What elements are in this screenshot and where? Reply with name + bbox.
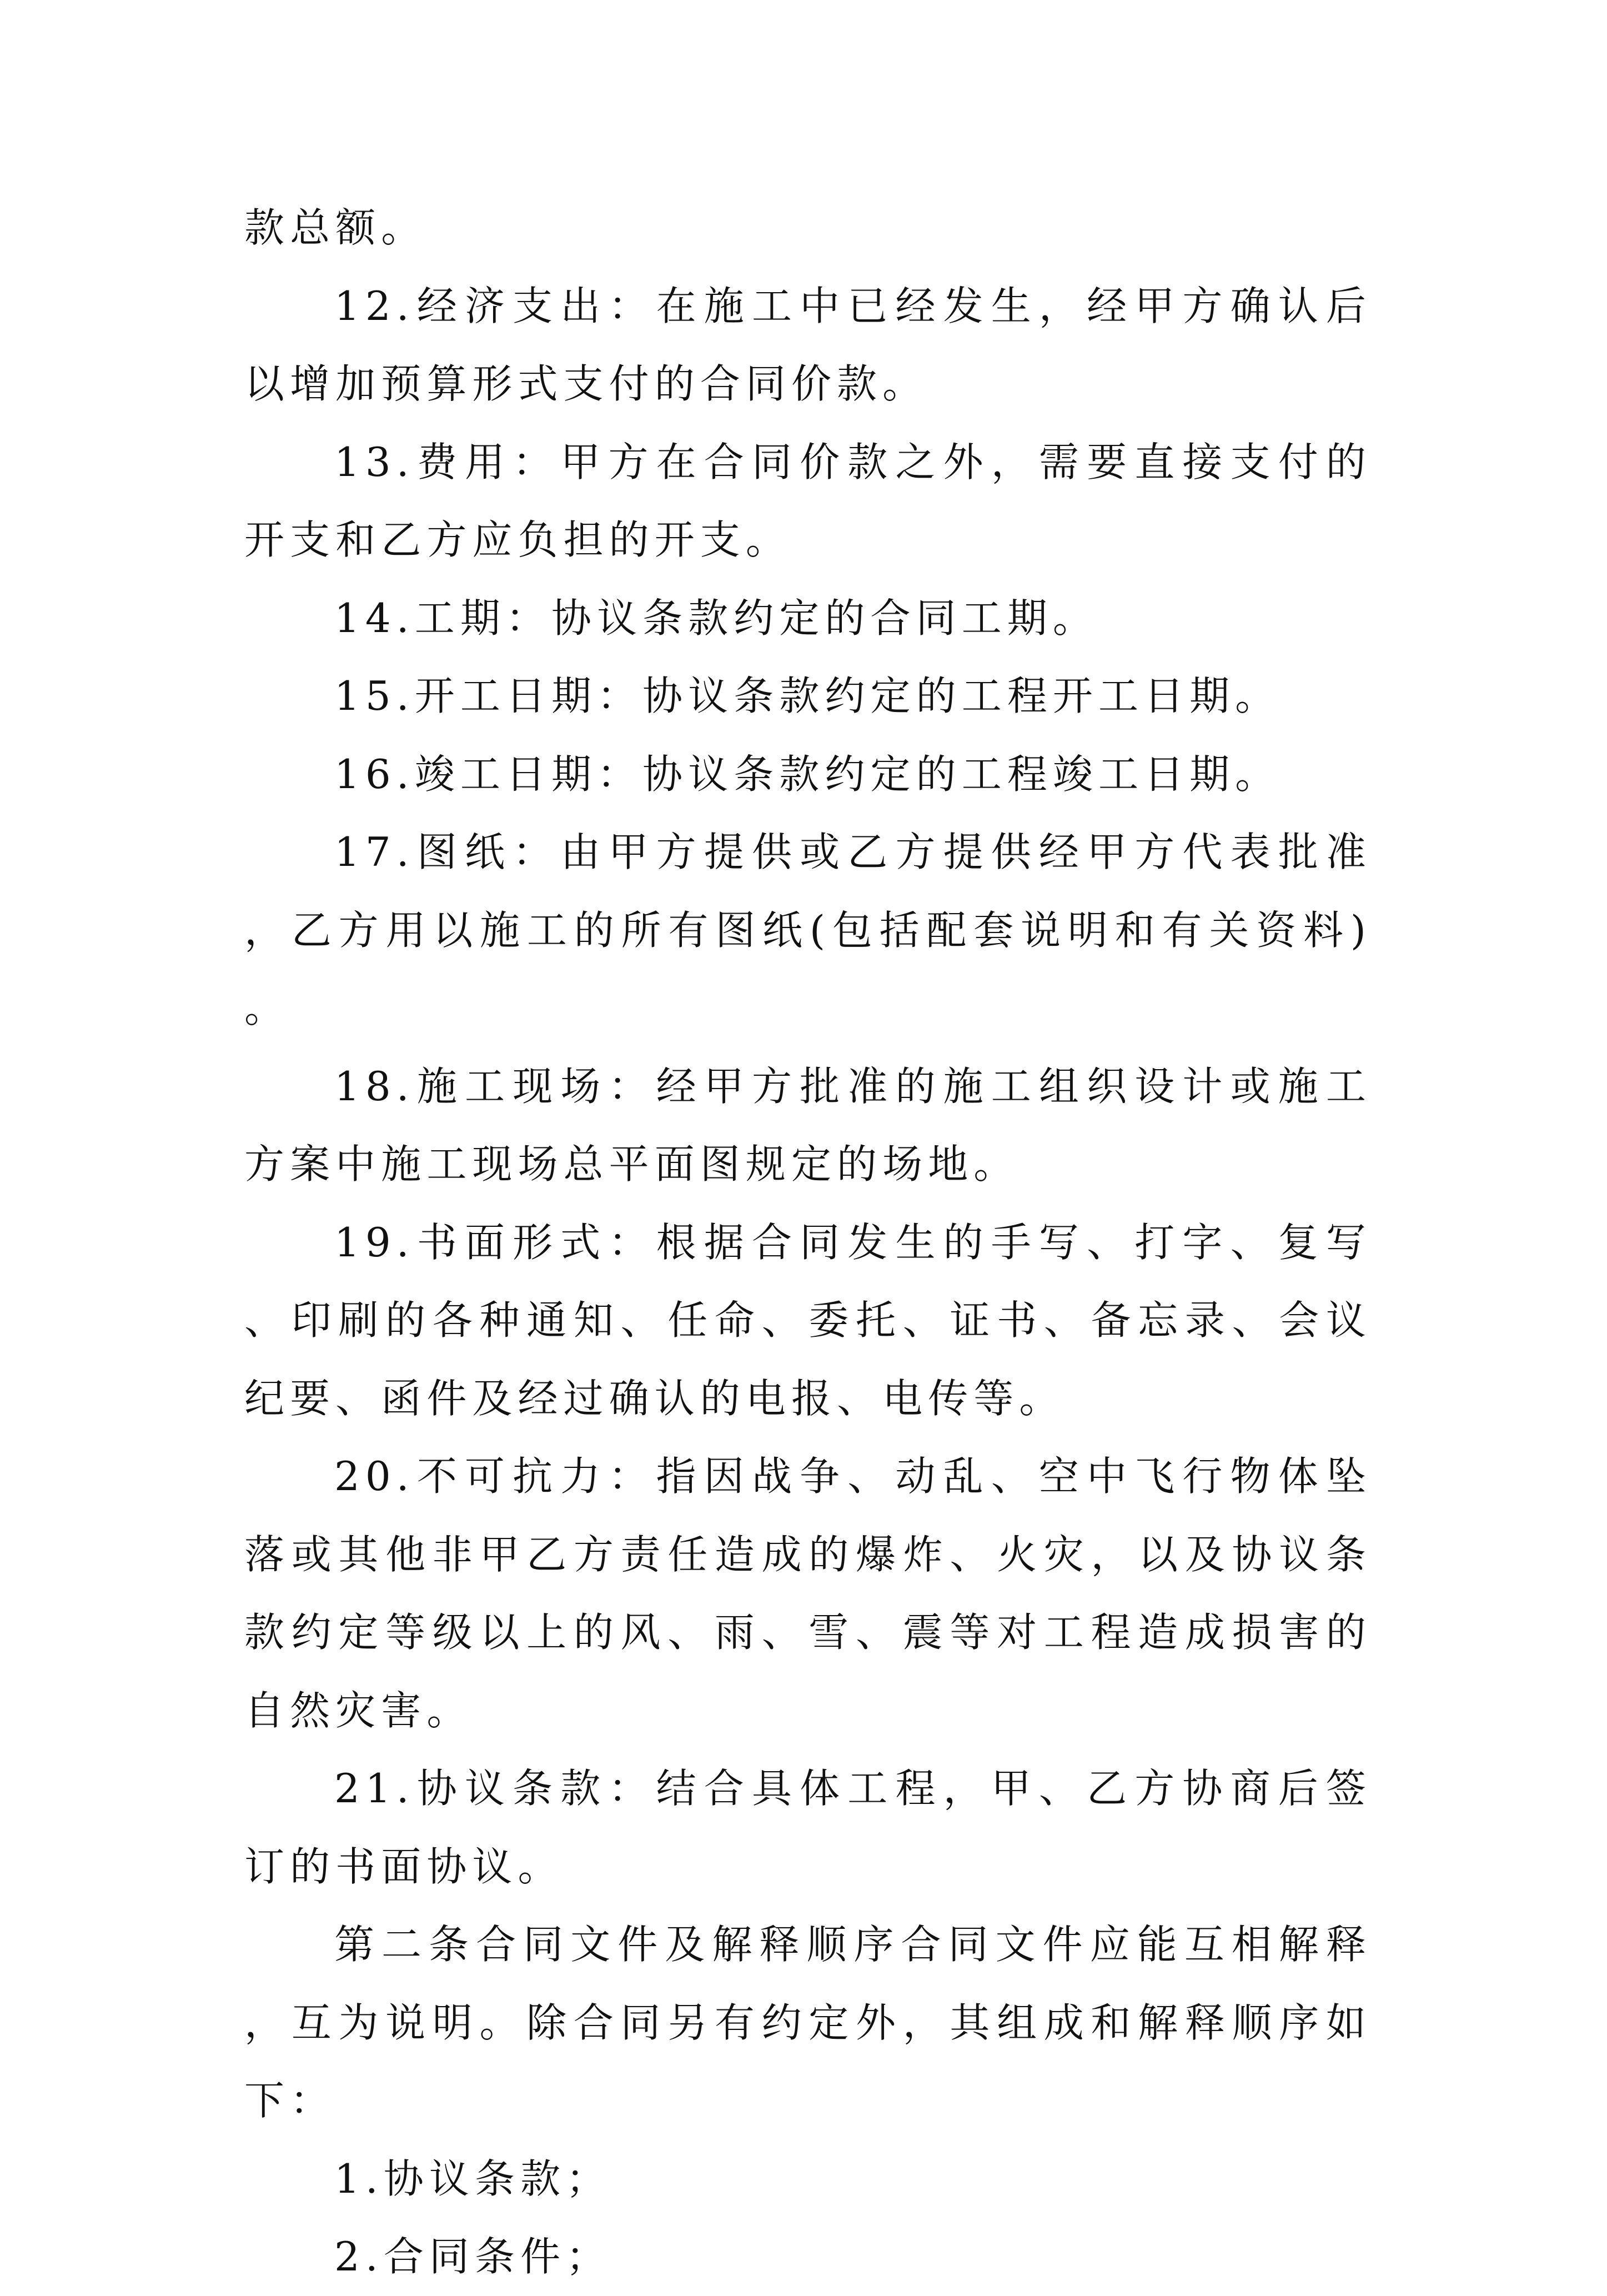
paragraph-item-12: 12.经济支出：在施工中已经发生，经甲方确认后以增加预算形式支付的合同价款。 [244, 282, 1372, 407]
list-item-2: 2.合同条件； [334, 2233, 612, 2280]
paragraph-item-18: 18.施工现场：经甲方批准的施工组织设计或施工方案中施工现场总平面图规定的场地。 [244, 1062, 1372, 1187]
list-item-1: 1.协议条款； [334, 2155, 612, 2202]
document-body [244, 189, 1372, 2296]
paragraph-item-15: 15.开工日期：协议条款约定的工程开工日期。 [334, 673, 1281, 719]
paragraph-continuation: 款总额。 [244, 204, 427, 251]
paragraph-item-16: 16.竣工日期：协议条款约定的工程竣工日期。 [334, 750, 1281, 798]
paragraph-item-21: 21.协议条款：结合具体工程，甲、乙方协商后签订的书面协议。 [244, 1765, 1372, 1890]
paragraph-item-19: 19.书面形式：根据合同发生的手写、打字、复写、印刷的各种通知、任命、委托、证书、备忘录、会议纪要、函件及经过确认的电报、电传等。 [244, 1219, 1372, 1422]
paragraph-item-17: 17.图纸：由甲方提供或乙方提供经甲方代表批准，乙方用以施工的所有图纸(包括配套说明和有关资料)。 [244, 829, 1372, 1031]
paragraph-item-14: 14.工期：协议条款约定的合同工期。 [334, 594, 1098, 641]
paragraph-article-2: 第二条合同文件及解释顺序合同文件应能互相解释，互为说明。除合同另有约定外，其组成和解释顺序如下： [244, 1921, 1372, 2124]
paragraph-item-20: 20.不可抗力：指因战争、动乱、空中飞行物体坠落或其他非甲乙方责任造成的爆炸、火灾，以及协议条款约定等级以上的风、雨、雪、震等对工程造成损害的自然灾害。 [244, 1453, 1372, 1734]
paragraph-item-13: 13.费用：甲方在合同价款之外，需要直接支付的开支和乙方应负担的开支。 [244, 438, 1372, 563]
